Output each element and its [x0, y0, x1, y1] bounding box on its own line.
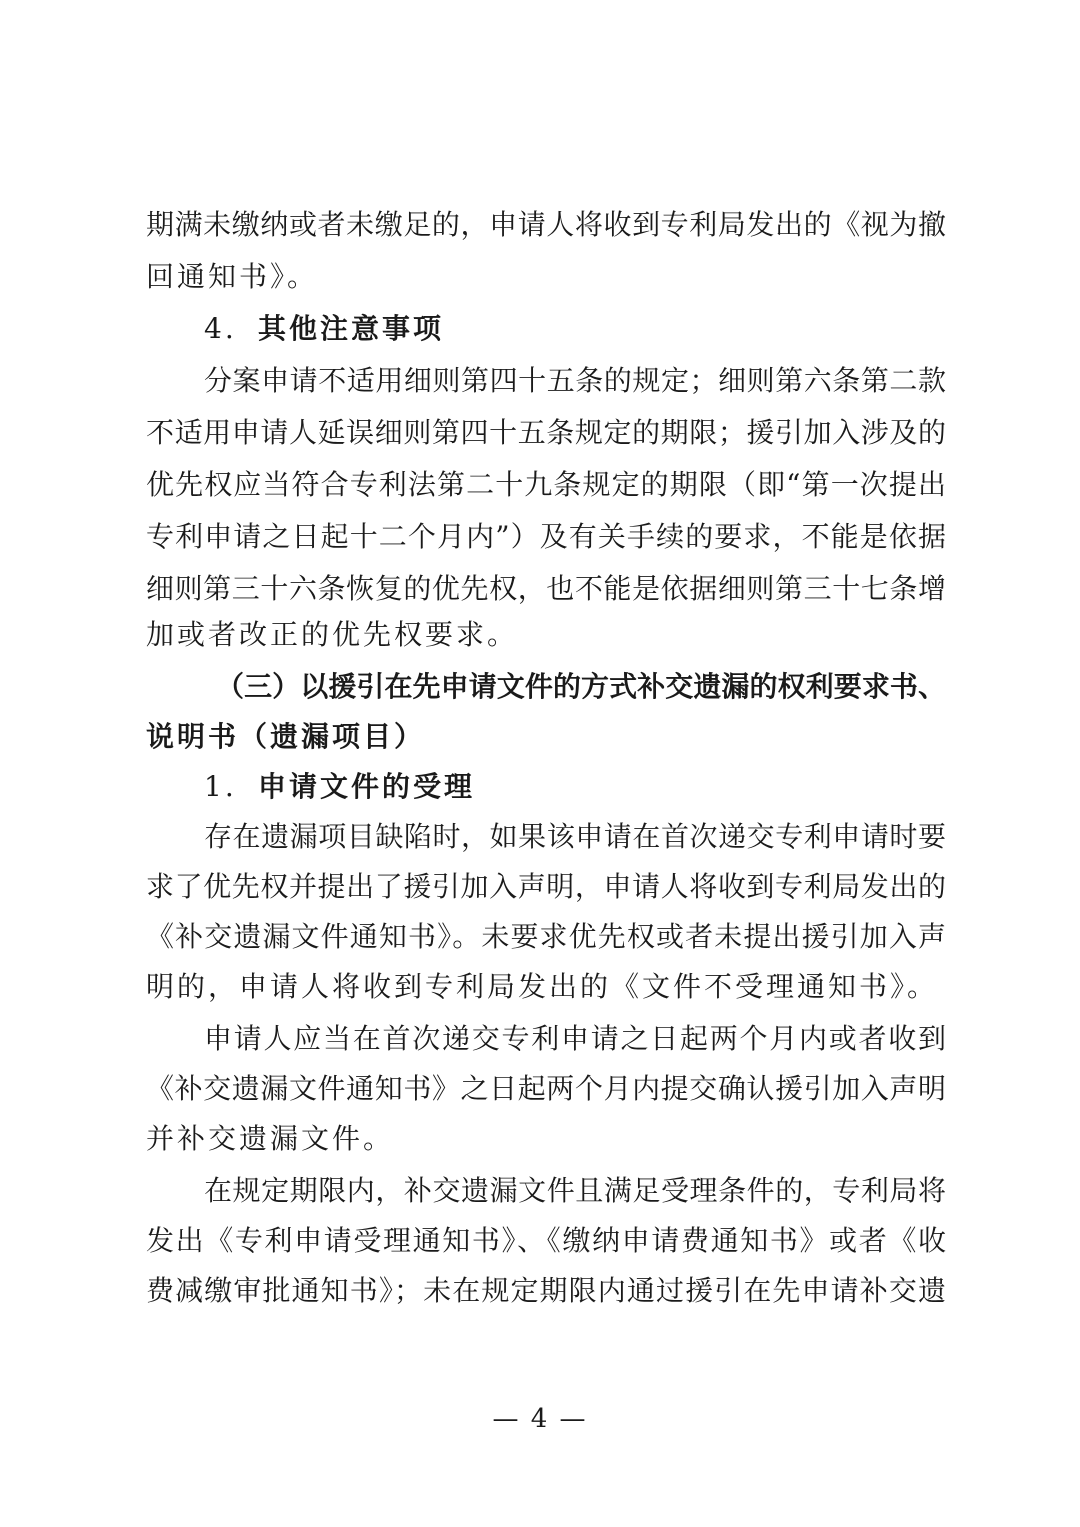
paragraph-line: 存在遗漏项目缺陷时，如果该申请在首次递交专利申请时要 [204, 820, 946, 853]
paragraph-line: 在规定期限内，补交遗漏文件且满足受理条件的，专利局将 [204, 1174, 946, 1207]
heading-number: 4. [204, 312, 237, 345]
paragraph-line: 申请人应当在首次递交专利申请之日起两个月内或者收到 [204, 1022, 946, 1055]
paragraph-line: 回通知书》。 [146, 260, 319, 293]
paragraph-line: 并补交遗漏文件。 [146, 1122, 395, 1155]
subsection-heading: （三）以援引在先申请文件的方式补交遗漏的权利要求书、 [216, 670, 946, 703]
paragraph-line: 期满未缴纳或者未缴足的，申请人将收到专利局发出的《视为撤 [146, 208, 946, 241]
subsection-heading-cont: 说明书（遗漏项目） [146, 720, 426, 753]
paragraph-line: 求了优先权并提出了援引加入声明，申请人将收到专利局发出的 [146, 870, 946, 903]
heading-title: 申请文件的受理 [258, 770, 476, 803]
page-number: — 4 — [492, 1404, 588, 1434]
paragraph-line: 不适用申请人延误细则第四十五条规定的期限；援引加入涉及的 [146, 416, 946, 449]
section-heading-4 [204, 303, 444, 355]
heading-number: 1. [204, 770, 237, 803]
paragraph-line: 《补交遗漏文件通知书》之日起两个月内提交确认援引加入声明 [146, 1072, 946, 1105]
paragraph-line: 优先权应当符合专利法第二十九条规定的期限（即“第一次提出 [146, 468, 946, 501]
heading-title: 其他注意事项 [258, 312, 445, 345]
paragraph-line: 加或者改正的优先权要求。 [146, 618, 519, 651]
paragraph-line: 分案申请不适用细则第四十五条的规定；细则第六条第二款 [204, 364, 946, 397]
paragraph-line: 专利申请之日起十二个月内”）及有关手续的要求，不能是依据 [146, 520, 946, 553]
paragraph-line: 费减缴审批通知书》；未在规定期限内通过援引在先申请补交遗 [146, 1274, 946, 1307]
section-heading-1 [204, 761, 475, 813]
paragraph-line: 发出《专利申请受理通知书》、《缴纳申请费通知书》或者《收 [146, 1224, 946, 1257]
paragraph-line: 明的，申请人将收到专利局发出的《文件不受理通知书》。 [146, 970, 939, 1003]
paragraph-line: 细则第三十六条恢复的优先权，也不能是依据细则第三十七条增 [146, 572, 946, 605]
paragraph-line: 《补交遗漏文件通知书》。未要求优先权或者未提出援引加入声 [146, 920, 946, 953]
